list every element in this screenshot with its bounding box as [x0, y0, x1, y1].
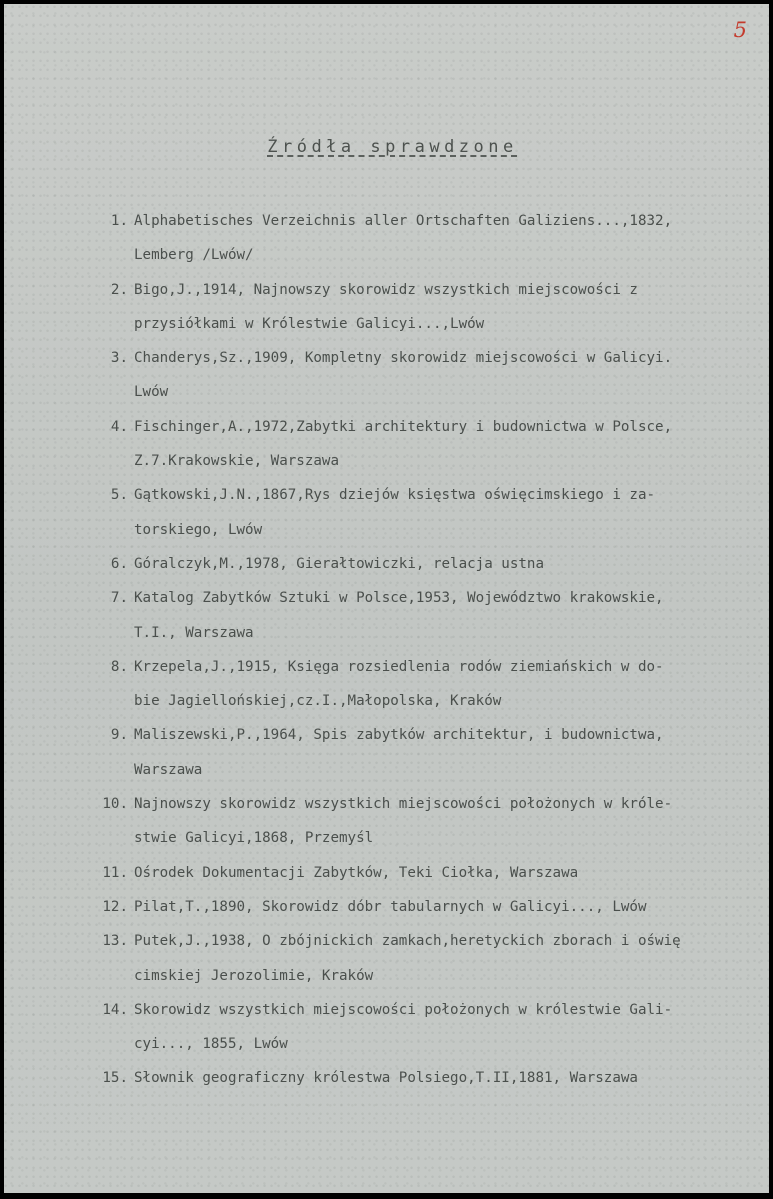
- source-text-line: Ośrodek Dokumentacji Zabytków, Teki Ciołka, Warszawa: [134, 864, 579, 881]
- source-text-line: cimskiej Jerozolimie, Kraków: [134, 967, 374, 984]
- source-item: [96, 718, 768, 787]
- source-number: 12.: [102, 898, 128, 915]
- source-text-line: torskiego, Lwów: [134, 521, 263, 538]
- source-item: [96, 856, 768, 890]
- source-item: [96, 650, 768, 719]
- source-text-line: Najnowszy skorowidz wszystkich miejscowości położonych w króle-: [134, 796, 673, 813]
- source-text-line: Skorowidz wszystkich miejscowości położonych w królestwie Gali-: [134, 1001, 673, 1018]
- source-text-line: Warszawa: [134, 761, 203, 778]
- source-number: 14.: [102, 1001, 128, 1018]
- source-text-line: Putek,J.,1938, O zbójnickich zamkach,heretyckich zborach i oświę: [134, 933, 681, 950]
- sources-list: [96, 204, 768, 1096]
- source-text-line: T.I., Warszawa: [134, 624, 254, 641]
- page-number: 5: [733, 18, 747, 42]
- source-number: 5.: [110, 487, 128, 504]
- source-item: [96, 341, 768, 410]
- source-number: 7.: [110, 590, 128, 607]
- source-text-line: Katalog Zabytków Sztuki w Polsce,1953, Województwo krakowskie,: [134, 590, 664, 607]
- source-text-line: stwie Galicyi,1868, Przemyśl: [134, 830, 374, 847]
- source-item: [96, 547, 768, 581]
- source-item: [96, 478, 768, 547]
- source-text-line: Lemberg /Lwów/: [134, 247, 254, 264]
- source-text-line: Pilat,T.,1890, Skorowidz dóbr tabularnych w Galicyi..., Lwów: [134, 898, 647, 915]
- source-number: 13.: [102, 933, 128, 950]
- source-item: [96, 993, 768, 1062]
- source-text-line: Lwów: [134, 384, 169, 401]
- source-text-line: Góralczyk,M.,1978, Gierałtowiczki, relacja ustna: [134, 555, 544, 572]
- source-number: 11.: [102, 864, 128, 881]
- page-title: Źródła sprawdzone: [267, 137, 518, 157]
- source-number: 10.: [102, 796, 128, 813]
- source-item: [96, 787, 768, 856]
- source-text-line: bie Jagiellońskiej,cz.I.,Małopolska, Kraków: [134, 693, 502, 710]
- source-text-line: przysiółkami w Królestwie Galicyi...,Lwów: [134, 315, 485, 332]
- source-number: 8.: [110, 658, 128, 675]
- source-text-line: Chanderys,Sz.,1909, Kompletny skorowidz miejscowości w Galicyi.: [134, 350, 673, 367]
- source-text-line: Z.7.Krakowskie, Warszawa: [134, 453, 339, 470]
- source-text-line: Alphabetisches Verzeichnis aller Ortschaften Galiziens...,1832,: [134, 213, 673, 229]
- source-text-line: cyi..., 1855, Lwów: [134, 1036, 288, 1053]
- source-item: [96, 410, 768, 479]
- document-page: [4, 4, 769, 1193]
- source-number: 4.: [110, 418, 128, 435]
- source-number: 15.: [102, 1070, 128, 1087]
- source-text-line: Maliszewski,P.,1964, Spis zabytków architektur, i budownictwa,: [134, 727, 664, 744]
- source-item: [96, 890, 768, 924]
- source-item: [96, 273, 768, 342]
- source-text-line: Gątkowski,J.N.,1867,Rys dziejów księstwa oświęcimskiego i za-: [134, 487, 656, 504]
- source-item: [96, 581, 768, 650]
- source-number: 3.: [110, 350, 128, 367]
- source-item: [96, 924, 768, 993]
- source-number: 6.: [110, 555, 128, 572]
- source-text-line: Fischinger,A.,1972,Zabytki architektury i budownictwa w Polsce,: [134, 418, 673, 435]
- source-number: 2.: [110, 281, 128, 298]
- source-text-line: Słownik geograficzny królestwa Polsiego,T.II,1881, Warszawa: [134, 1070, 638, 1087]
- source-number: 9.: [110, 727, 128, 744]
- source-number: 1.: [110, 213, 128, 229]
- source-item: [96, 204, 768, 273]
- source-item: [96, 1061, 768, 1095]
- source-text-line: Bigo,J.,1914, Najnowszy skorowidz wszystkich miejscowości z: [134, 281, 638, 298]
- source-text-line: Krzepela,J.,1915, Księga rozsiedlenia rodów ziemiańskich w do-: [134, 658, 664, 675]
